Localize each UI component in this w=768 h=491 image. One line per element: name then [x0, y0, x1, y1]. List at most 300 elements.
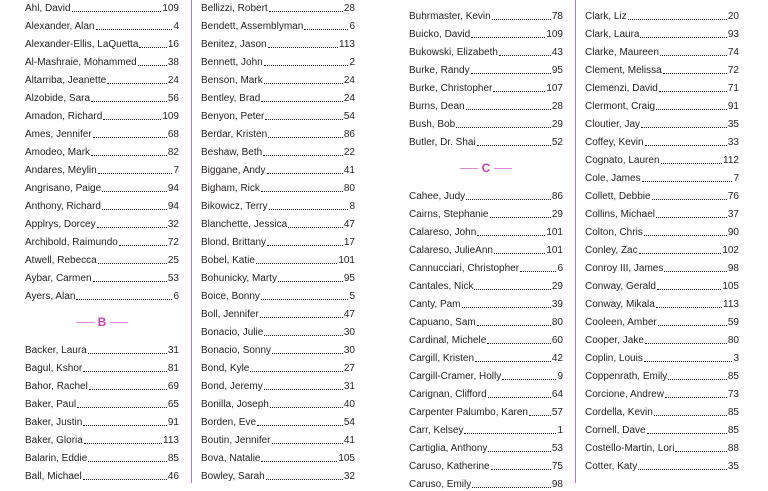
dot-leader: [77, 406, 167, 408]
entry-name: Backer, Laura: [25, 345, 87, 356]
dot-leader: [88, 460, 167, 462]
entry-page-number: 94: [167, 201, 179, 212]
entry-name: Carignan, Clifford: [409, 389, 487, 400]
dot-leader: [471, 72, 551, 74]
index-entry: [409, 41, 563, 59]
entry-name: Calareso, JulieAnn: [409, 245, 493, 256]
index-entry: [409, 5, 563, 23]
dot-leader: [266, 478, 343, 480]
dot-leader: [268, 136, 343, 138]
entry-name: Ball, Michael: [25, 471, 82, 482]
entry-name: Cardinal, Michele: [409, 335, 487, 346]
index-entry: [201, 303, 355, 321]
index-entry: [409, 185, 563, 203]
entry-name: Beshaw, Beth: [201, 147, 263, 158]
entry-page-number: 2: [349, 57, 355, 68]
entry-page-number: 93: [727, 29, 739, 40]
entry-page-number: 24: [343, 75, 355, 86]
entry-name: Cartiglia, Anthony: [409, 443, 488, 454]
index-entry: [409, 347, 563, 365]
entry-page-number: 6: [349, 21, 355, 32]
entry-name: Cloutier, Jay: [585, 119, 641, 130]
index-entry: [25, 267, 179, 285]
entry-name: Caruso, Katherine: [409, 461, 490, 472]
dot-leader: [93, 280, 167, 282]
entry-page-number: 53: [551, 443, 563, 454]
entry-page-number: 72: [167, 237, 179, 248]
dot-leader: [72, 10, 162, 12]
index-entry: [25, 393, 179, 411]
entry-page-number: 102: [722, 245, 739, 256]
dot-leader: [471, 36, 545, 38]
index-entry: [201, 267, 355, 285]
entry-page-number: 109: [546, 29, 563, 40]
entry-name: Clermont, Craig: [585, 101, 656, 112]
entry-name: Ahl, David: [25, 3, 71, 14]
index-entry: [585, 77, 739, 95]
index-entry: [201, 69, 355, 87]
entry-page-number: 37: [727, 209, 739, 220]
dot-leader: [267, 244, 343, 246]
entry-name: Clarke, Maureen: [585, 47, 659, 58]
entry-name: Calareso, John: [409, 227, 477, 238]
entry-page-number: 88: [727, 443, 739, 454]
index-entry: [585, 185, 739, 203]
dot-leader: [661, 162, 723, 164]
dot-leader: [645, 342, 727, 344]
dot-leader: [675, 450, 726, 452]
entry-name: Canty, Pam: [409, 299, 461, 310]
index-entry: [409, 311, 563, 329]
dot-leader: [83, 424, 167, 426]
dot-leader: [488, 450, 550, 452]
entry-name: Clement, Melissa: [585, 65, 662, 76]
dot-leader: [102, 208, 167, 210]
entry-page-number: 35: [727, 119, 739, 130]
index-entry: [409, 23, 563, 41]
dot-leader: [76, 298, 172, 300]
index-entry: [25, 105, 179, 123]
entry-page-number: 54: [343, 111, 355, 122]
entry-page-number: 41: [343, 435, 355, 446]
entry-name: Cole, James: [585, 173, 641, 184]
entry-page-number: 28: [343, 3, 355, 14]
entry-page-number: 68: [167, 129, 179, 140]
dot-leader: [250, 370, 343, 372]
dot-leader: [529, 414, 551, 416]
entry-name: Burke, Christopher: [409, 83, 493, 94]
index-entry: [409, 293, 563, 311]
dot-leader: [264, 388, 343, 390]
dot-leader: [656, 108, 727, 110]
dot-leader: [264, 64, 349, 66]
entry-page-number: 81: [167, 363, 179, 374]
entry-name: Applrys, Dorcey: [25, 219, 96, 230]
entry-name: Collins, Michael: [585, 209, 656, 220]
index-entry: [25, 0, 179, 15]
entry-page-number: 32: [343, 471, 355, 482]
index-entry: [585, 239, 739, 257]
entry-name: Cargill, Kristen: [409, 353, 475, 364]
entry-page-number: 32: [167, 219, 179, 230]
index-entry: [25, 159, 179, 177]
entry-name: Boutin, Jennifer: [201, 435, 271, 446]
index-entry: [25, 51, 179, 69]
entry-name: Corcione, Andrew: [585, 389, 664, 400]
entry-name: Cantales, Nick: [409, 281, 474, 292]
dot-leader: [668, 378, 727, 380]
entry-name: Atwell, Rebecca: [25, 255, 97, 266]
entry-name: Clemenzi, David: [585, 83, 658, 94]
dot-leader: [88, 352, 167, 354]
entry-name: Cognato, Lauren: [585, 155, 660, 166]
index-entry: [409, 77, 563, 95]
dot-leader: [488, 396, 551, 398]
entry-page-number: 29: [551, 119, 563, 130]
section-letter: C: [481, 161, 491, 175]
entry-name: Carpenter Palumbo, Karen: [409, 407, 528, 418]
entry-name: Ayers, Alan: [25, 291, 76, 302]
dot-leader: [261, 298, 349, 300]
dot-leader: [268, 46, 338, 48]
dot-leader: [84, 442, 162, 444]
entry-name: Alzobide, Sara: [25, 93, 91, 104]
entry-name: Bahor, Rachel: [25, 381, 88, 392]
entry-name: Clark, Laura: [585, 29, 640, 40]
entry-page-number: 1: [557, 425, 563, 436]
entry-name: Bonacio, Sonny: [201, 345, 272, 356]
dot-leader: [474, 288, 550, 290]
entry-page-number: 86: [343, 129, 355, 140]
index-entry: [585, 59, 739, 77]
entry-page-number: 46: [167, 471, 179, 482]
dot-leader: [102, 190, 167, 192]
index-entry: [25, 339, 179, 357]
entry-page-number: 109: [162, 111, 179, 122]
dot-leader: [304, 28, 348, 30]
dot-leader: [664, 270, 727, 272]
entry-name: Anthony, Richard: [25, 201, 101, 212]
index-entry: [201, 285, 355, 303]
entry-page-number: 113: [339, 39, 355, 50]
dot-leader: [456, 126, 551, 128]
entry-name: Clark, Liz: [585, 11, 627, 22]
entry-name: Cotter, Katy: [585, 461, 638, 472]
index-entry: [585, 203, 739, 221]
entry-name: Coffey, Kevin: [585, 137, 644, 148]
dot-leader: [628, 18, 727, 20]
entry-page-number: 7: [733, 173, 739, 184]
entry-page-number: 6: [557, 263, 563, 274]
index-entry: [409, 221, 563, 239]
entry-page-number: 59: [727, 317, 739, 328]
dot-leader: [644, 360, 733, 362]
entry-page-number: 86: [551, 191, 563, 202]
entry-page-number: 60: [551, 335, 563, 346]
dot-leader: [472, 486, 551, 488]
entry-page-number: 52: [551, 137, 563, 148]
entry-page-number: 78: [551, 11, 563, 22]
entry-page-number: 64: [551, 389, 563, 400]
index-column-4: [585, 0, 739, 483]
index-entry: [409, 131, 563, 149]
index-entry: [585, 131, 739, 149]
entry-name: Bond, Jeremy: [201, 381, 263, 392]
entry-page-number: 20: [727, 11, 739, 22]
entry-page-number: 85: [727, 425, 739, 436]
dot-leader: [475, 360, 551, 362]
dot-leader: [138, 64, 167, 66]
entry-name: Capuano, Sam: [409, 317, 476, 328]
entry-name: Aybar, Carmen: [25, 273, 92, 284]
entry-name: Bennett, John: [201, 57, 263, 68]
index-entry: [201, 465, 355, 483]
dot-leader: [493, 90, 545, 92]
dot-leader: [107, 82, 167, 84]
entry-name: Blond, Brittany: [201, 237, 267, 248]
index-entry: [585, 167, 739, 185]
index-entry: [409, 329, 563, 347]
index-entry: [585, 383, 739, 401]
entry-name: Baker, Paul: [25, 399, 77, 410]
entry-name: Cooper, Jake: [585, 335, 644, 346]
dot-leader: [256, 262, 337, 264]
index-entry: [409, 383, 563, 401]
index-entry: [409, 473, 563, 491]
entry-page-number: 24: [343, 93, 355, 104]
entry-name: Coppenrath, Emily: [585, 371, 668, 382]
index-entry: [585, 329, 739, 347]
index-entry: [409, 257, 563, 275]
dot-leader: [477, 144, 551, 146]
header-rule: [110, 322, 128, 323]
entry-name: Cairns, Stephanie: [409, 209, 489, 220]
dot-leader: [267, 172, 343, 174]
dot-leader: [477, 324, 551, 326]
entry-page-number: 107: [546, 83, 563, 94]
column-divider: [575, 0, 576, 483]
index-entry: [201, 375, 355, 393]
entry-name: Bond, Kyle: [201, 363, 250, 374]
entry-name: Bonacio, Julie: [201, 327, 264, 338]
entry-page-number: 91: [727, 101, 739, 112]
index-entry: [585, 275, 739, 293]
entry-name: Andares, Meylin: [25, 165, 97, 176]
dot-leader: [494, 252, 545, 254]
dot-leader: [462, 306, 551, 308]
index-entry: [25, 249, 179, 267]
entry-name: Blanchette, Jessica: [201, 219, 288, 230]
dot-leader: [654, 414, 727, 416]
index-entry: [409, 419, 563, 437]
entry-name: Cooleen, Amber: [585, 317, 657, 328]
index-entry: [201, 159, 355, 177]
entry-name: Bentley, Brad: [201, 93, 261, 104]
section-letter-header: [25, 313, 179, 331]
entry-page-number: 80: [343, 183, 355, 194]
entry-name: Ames, Jennifer: [25, 129, 92, 140]
index-entry: [201, 231, 355, 249]
dot-leader: [502, 378, 556, 380]
index-entry: [585, 221, 739, 239]
entry-page-number: 65: [167, 399, 179, 410]
dot-leader: [272, 442, 343, 444]
dot-leader: [98, 172, 173, 174]
entry-name: Boll, Jennifer: [201, 309, 259, 320]
index-entry: [25, 357, 179, 375]
dot-leader: [477, 234, 545, 236]
entry-page-number: 4: [173, 21, 179, 32]
dot-leader: [103, 118, 161, 120]
index-entry: [585, 41, 739, 59]
entry-name: Berdar, Kristen: [201, 129, 268, 140]
index-entry: [585, 113, 739, 131]
index-entry: [201, 339, 355, 357]
entry-name: Alexander-Ellis, LaQuetta: [25, 39, 139, 50]
entry-name: Angrisano, Paige: [25, 183, 102, 194]
dot-leader: [656, 216, 727, 218]
entry-name: Burke, Randy: [409, 65, 470, 76]
entry-name: Cornell, Dave: [585, 425, 646, 436]
entry-page-number: 105: [338, 453, 355, 464]
entry-name: Colton, Chris: [585, 227, 643, 238]
index-entry: [25, 87, 179, 105]
index-entry: [585, 257, 739, 275]
entry-name: Bova, Natalie: [201, 453, 261, 464]
index-entry: [409, 95, 563, 113]
entry-name: Cargill-Cramer, Holly: [409, 371, 502, 382]
dot-leader: [93, 136, 167, 138]
entry-page-number: 113: [723, 299, 739, 310]
entry-name: Al-Mashraie, Mohammed: [25, 57, 137, 68]
index-entry: [201, 141, 355, 159]
entry-page-number: 94: [167, 183, 179, 194]
index-entry: [201, 249, 355, 267]
index-entry: [585, 293, 739, 311]
index-entry: [201, 429, 355, 447]
dot-leader: [491, 468, 551, 470]
entry-page-number: 40: [343, 399, 355, 410]
entry-page-number: 22: [343, 147, 355, 158]
index-entry: [201, 447, 355, 465]
entry-page-number: 54: [343, 417, 355, 428]
dot-leader: [83, 370, 167, 372]
entry-name: Butler, Dr. Shai: [409, 137, 476, 148]
dot-leader: [261, 190, 343, 192]
dot-leader: [257, 424, 343, 426]
entry-name: Boice, Bonny: [201, 291, 260, 302]
entry-page-number: 56: [167, 93, 179, 104]
entry-name: Carr, Kelsey: [409, 425, 464, 436]
entry-page-number: 57: [551, 407, 563, 418]
index-entry: [25, 33, 179, 51]
index-entry: [201, 123, 355, 141]
index-entry: [409, 239, 563, 257]
header-rule: [76, 322, 94, 323]
entry-page-number: 80: [551, 317, 563, 328]
entry-name: Benson, Mark: [201, 75, 263, 86]
index-entry: [25, 213, 179, 231]
dot-leader: [645, 144, 727, 146]
entry-name: Collett, Debbie: [585, 191, 651, 202]
index-entry: [201, 321, 355, 339]
index-entry: [25, 123, 179, 141]
entry-name: Balarin, Eddie: [25, 453, 88, 464]
entry-name: Bobel, Katie: [201, 255, 255, 266]
dot-leader: [466, 108, 551, 110]
dot-leader: [264, 334, 343, 336]
entry-name: Alexander, Alan: [25, 21, 95, 32]
entry-page-number: 3: [733, 353, 739, 364]
dot-leader: [657, 288, 721, 290]
entry-name: Cahee, Judy: [409, 191, 466, 202]
section-letter: B: [97, 315, 107, 329]
index-entry: [25, 285, 179, 303]
entry-name: Bikowicz, Terry: [201, 201, 268, 212]
dot-leader: [641, 126, 727, 128]
index-entry: [25, 15, 179, 33]
dot-leader: [89, 388, 167, 390]
dot-leader: [139, 46, 166, 48]
dot-leader: [265, 118, 343, 120]
entry-name: Conroy III, James: [585, 263, 664, 274]
dot-leader: [638, 468, 727, 470]
dot-leader: [658, 324, 727, 326]
dot-leader: [261, 100, 343, 102]
index-entry: [25, 375, 179, 393]
dot-leader: [490, 216, 551, 218]
entry-page-number: 85: [167, 453, 179, 464]
index-entry: [25, 465, 179, 483]
entry-name: Burns, Dean: [409, 101, 465, 112]
entry-page-number: 80: [727, 335, 739, 346]
entry-page-number: 31: [167, 345, 179, 356]
entry-name: Biggane, Andy: [201, 165, 266, 176]
entry-name: Bush, Bob: [409, 119, 456, 130]
index-entry: [201, 393, 355, 411]
dot-leader: [642, 180, 733, 182]
entry-page-number: 95: [343, 273, 355, 284]
index-entry: [409, 401, 563, 419]
entry-page-number: 17: [343, 237, 355, 248]
index-entry: [25, 141, 179, 159]
entry-page-number: 41: [343, 165, 355, 176]
dot-leader: [499, 54, 551, 56]
entry-page-number: 53: [167, 273, 179, 284]
entry-page-number: 98: [727, 263, 739, 274]
index-entry: [25, 177, 179, 195]
index-entry: [201, 0, 355, 15]
entry-page-number: 95: [551, 65, 563, 76]
dot-leader: [464, 432, 556, 434]
index-entry: [585, 365, 739, 383]
entry-page-number: 112: [723, 155, 739, 166]
entry-name: Baker, Justin: [25, 417, 83, 428]
entry-page-number: 6: [173, 291, 179, 302]
dot-leader: [98, 262, 167, 264]
dot-leader: [261, 460, 337, 462]
index-entry: [201, 213, 355, 231]
index-entry: [201, 105, 355, 123]
index-entry: [409, 59, 563, 77]
index-entry: [409, 365, 563, 383]
index-entry: [201, 15, 355, 33]
dot-leader: [269, 10, 343, 12]
entry-name: Bonilla, Joseph: [201, 399, 269, 410]
index-entry: [585, 23, 739, 41]
entry-page-number: 109: [162, 3, 179, 14]
entry-page-number: 105: [722, 281, 739, 292]
